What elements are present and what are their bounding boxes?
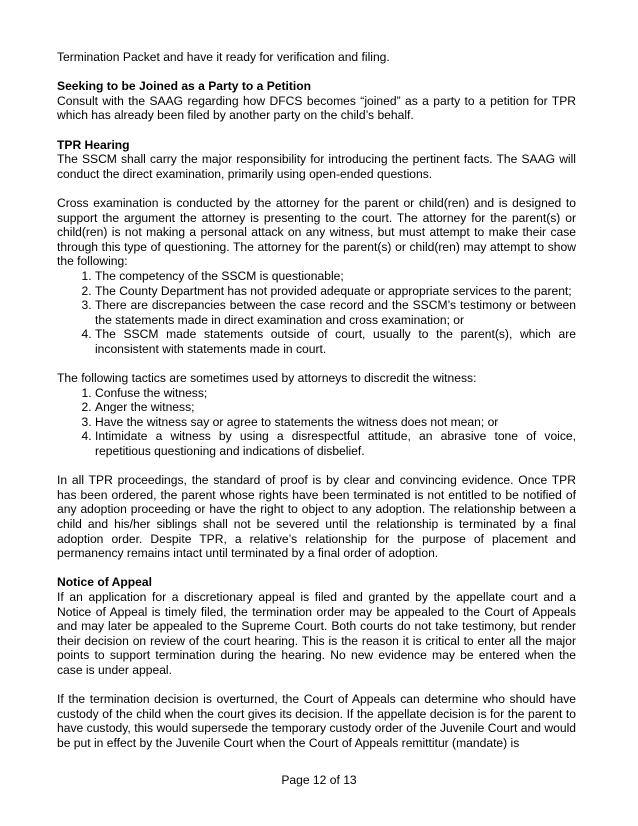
list-item: 2. The County Department has not provided adequate or appropriate services to the parent; (95, 284, 576, 299)
list-item: 3. There are discrepancies between the case record and the SSCM’s testimony or between the statements made in direct examination and cross examination; or (95, 298, 576, 327)
section-body-joined-party: Consult with the SAAG regarding how DFCS becomes “joined” as a party to a petition for TPR which has already been filed by another party on the child’s behalf. (57, 93, 576, 123)
tactics-intro-paragraph: The following tactics are sometimes used by attorneys to discredit the witness: (57, 371, 477, 386)
section-heading-tpr-hearing: TPR Hearing (57, 137, 130, 152)
section-body-notice-of-appeal: If an application for a discretionary appeal is filed and granted by the appellate court and a Notice of Appeal is timely filed, the termination order may be appealed to the Court of Appeals and may later be appealed to the Supreme Court. Both courts do not take testimony, but render their decision on review of the court hearing. This is the reason it is critical to enter all the major points to support termination during the hearing. No new evidence may be entered when the case is under appeal. (57, 589, 576, 677)
show-list (57, 269, 576, 357)
page-number: Page 12 of 13 (281, 773, 357, 787)
list-item: 1. Confuse the witness; (95, 386, 576, 401)
section-notice-of-appeal (57, 575, 576, 750)
tactics-list (57, 386, 576, 459)
section-heading-joined-party: Seeking to be Joined as a Party to a Petition (57, 79, 312, 94)
list-item: 3. Have the witness say or agree to statements the witness does not mean; or (95, 415, 576, 430)
intro-paragraph: Termination Packet and have it ready for verification and filing. (57, 50, 390, 64)
document-page (57, 50, 576, 765)
section-joined-party (57, 79, 576, 123)
section-body-tpr-hearing: The SSCM shall carry the major responsibility for introducing the pertinent facts. The SAAG will conduct the direct examination, primarily using open-ended questions. (57, 152, 576, 181)
overturned-paragraph: If the termination decision is overturned, the Court of Appeals can determine who should have custody of the child when the court gives its decision. If the appellate decision is for the parent to have custody, this would supersede the temporary custody order of the Juvenile Court and would be put in effect by the Juvenile Court when the Court of Appeals remittitur (mandate) is (57, 692, 576, 750)
list-item: 4. Intimidate a witness by using a disrespectful attitude, an abrasive tone of voice, repetitious questioning and indications of disbelief. (95, 429, 576, 458)
standard-of-proof-paragraph: In all TPR proceedings, the standard of proof is by clear and convincing evidence. Once TPR has been ordered, the parent whose rights have been terminated is not entitled to be notified of any adoption proceeding or have the right to object to any adoption. The relationship between a child and his/her siblings shall not be severed until the relationship is terminated by a final adoption order. Despite TPR, a relative’s relationship for the purpose of placement and permanency remains intact until terminated by a final order of adoption. (57, 473, 576, 561)
list-item: 1. The competency of the SSCM is questionable; (95, 269, 576, 284)
list-item: 4. The SSCM made statements outside of court, usually to the parent(s), which are inconsistent with statements made in court. (95, 327, 576, 356)
section-heading-notice-of-appeal: Notice of Appeal (57, 575, 152, 590)
cross-examination-paragraph: Cross examination is conducted by the attorney for the parent or child(ren) and is designed to support the argument the attorney is presenting to the court. The attorney for the parent(s) or child(ren) is not making a personal attack on any witness, but must attempt to make their case through this type of questioning. The attorney for the parent(s) or child(ren) may attempt to show the following: (57, 195, 576, 269)
section-tpr-hearing (57, 138, 576, 561)
list-item: 2. Anger the witness; (95, 400, 576, 415)
